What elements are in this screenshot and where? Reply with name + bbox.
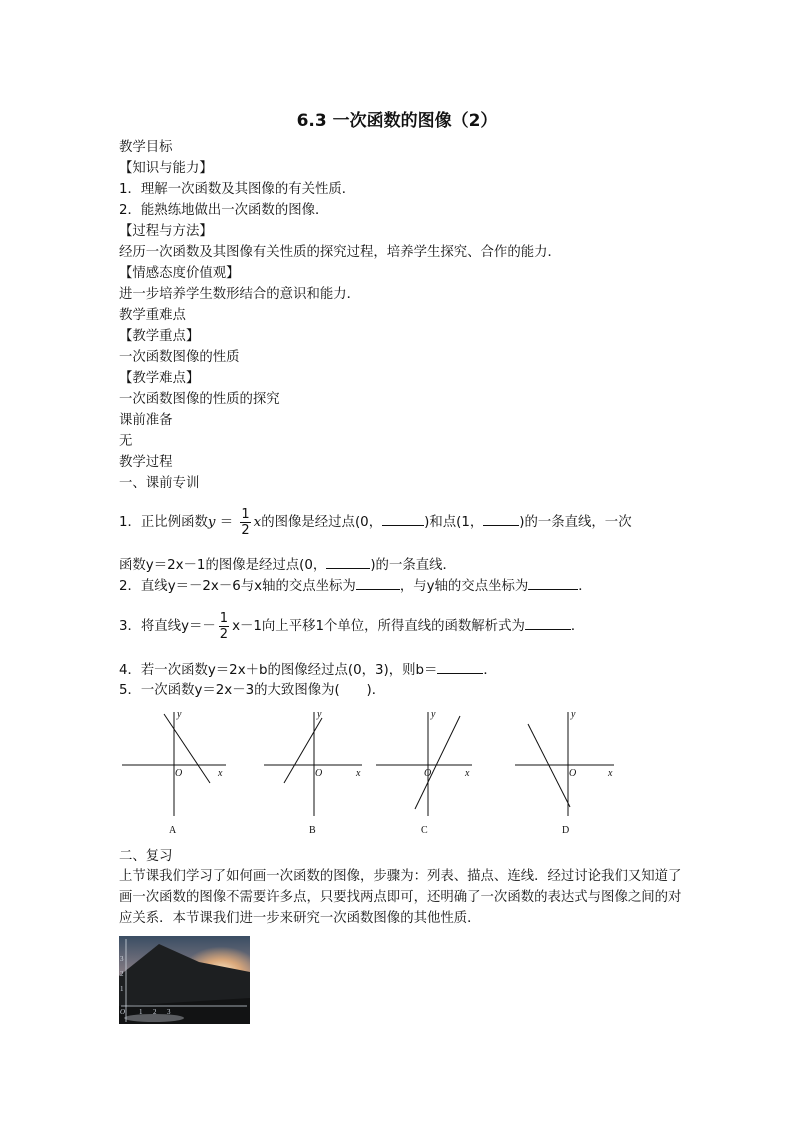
graph-a-x-label: x — [218, 768, 223, 779]
graph-b-origin: O — [315, 768, 323, 779]
photo-y-tick: 3 — [120, 955, 124, 963]
graph-d-x-label: x — [608, 768, 613, 779]
photo-y-tick: 2 — [120, 970, 124, 978]
graph-a-y-label: y — [177, 709, 182, 720]
graph-b-y-label: y — [317, 709, 322, 720]
knowledge-item-1: 1．理解一次函数及其图像的有关性质． — [119, 182, 356, 197]
mountain-photo-svg — [119, 936, 250, 1024]
knowledge-item-2: 2．能熟练地做出一次函数的图像． — [119, 203, 329, 218]
section2-title: 二、复习 — [119, 849, 173, 864]
graph-c-origin: O — [424, 768, 432, 779]
focus-text: 一次函数图像的性质 — [119, 350, 240, 365]
answer-blank — [437, 661, 483, 674]
answer-blank — [356, 577, 400, 590]
graph-d-origin: O — [569, 768, 577, 779]
graph-b-label: B — [309, 825, 316, 836]
photo-x-tick: 2 — [153, 1008, 157, 1016]
graph-a-origin: O — [175, 768, 183, 779]
question-3: 3．将直线y＝－ $\frac{1}{2}$ x－1向上平移1个单位，所得直线的函数解析式为 ． — [119, 610, 585, 642]
focus-heading: 【教学重点】 — [119, 329, 200, 344]
process-title: 教学过程 — [119, 455, 173, 470]
answer-blank — [382, 513, 424, 526]
process-heading: 【过程与方法】 — [119, 224, 213, 239]
process-text: 经历一次函数及其图像有关性质的探究过程，培养学生探究、合作的能力． — [119, 245, 561, 260]
question-2: 2．直线y＝－2x－6与x轴的交点坐标为 ，与y轴的交点坐标为 ． — [119, 579, 592, 594]
graph-c-y-label: y — [431, 709, 436, 720]
graph-a-label: A — [169, 825, 177, 836]
emotion-text: 进一步培养学生数形结合的意识和能力． — [119, 287, 361, 302]
graph-d-label: D — [562, 825, 570, 836]
review-paragraph: 上节课我们学习了如何画一次函数的图像，步骤为：列表、描点、连线．经过讨论我们又知道了画一次函数的图像不需要许多点，只要找两点即可，还明确了一次函数的表达式与图像之间的对应关系．本节课我们进一步来研究一次函数图像的其他性质． — [119, 869, 682, 926]
fraction-one-half: $\frac{1}{2}$ — [241, 506, 250, 538]
graph-a-line — [164, 714, 210, 783]
section1-title: 一、课前专训 — [119, 476, 200, 491]
answer-blank — [326, 556, 370, 569]
option-graphs — [118, 706, 628, 838]
graph-c-label: C — [421, 825, 428, 836]
difficulty-heading: 【教学难点】 — [119, 371, 200, 386]
graph-c-line — [415, 716, 460, 809]
key-points-heading: 教学重难点 — [119, 308, 186, 323]
knowledge-heading: 【知识与能力】 — [119, 161, 213, 176]
photo-x-tick: 1 — [139, 1008, 143, 1016]
photo-y-tick: 1 — [120, 985, 124, 993]
goals-heading: 教学目标 — [119, 140, 173, 155]
photo-x-tick: 3 — [167, 1008, 171, 1016]
photo-origin: O — [120, 1008, 126, 1016]
fraction-one-half: $\frac{1}{2}$ — [219, 610, 229, 642]
emotion-heading: 【情感态度价值观】 — [119, 266, 240, 281]
page-title: 6.3 一次函数的图像（2） — [296, 111, 498, 131]
answer-blank — [528, 577, 578, 590]
graph-d-y-label: y — [571, 709, 576, 720]
graph-c-x-label: x — [465, 768, 470, 779]
option-graphs-svg — [118, 706, 628, 838]
question-4: 4．若一次函数y＝2x＋b的图像经过点(0，3)，则b＝ ． — [119, 663, 497, 678]
question-1-line-1: 1．正比例函数y ＝ $\frac{1}{2}$ x的图像是经过点(0， )和点(1， )的一条直线，一次 — [119, 506, 632, 538]
difficulty-text: 一次函数图像的性质的探究 — [119, 392, 280, 407]
answer-blank — [525, 617, 571, 630]
answer-blank — [483, 513, 519, 526]
prep-text: 无 — [119, 434, 133, 449]
question-5: 5．一次函数y＝2x－3的大致图像为( )． — [119, 683, 386, 698]
prep-heading: 课前准备 — [119, 413, 173, 428]
mountain-photo — [119, 936, 250, 1024]
question-1-line-2: 函数y＝2x－1的图像是经过点(0， )的一条直线． — [119, 558, 456, 573]
graph-b-x-label: x — [356, 768, 361, 779]
